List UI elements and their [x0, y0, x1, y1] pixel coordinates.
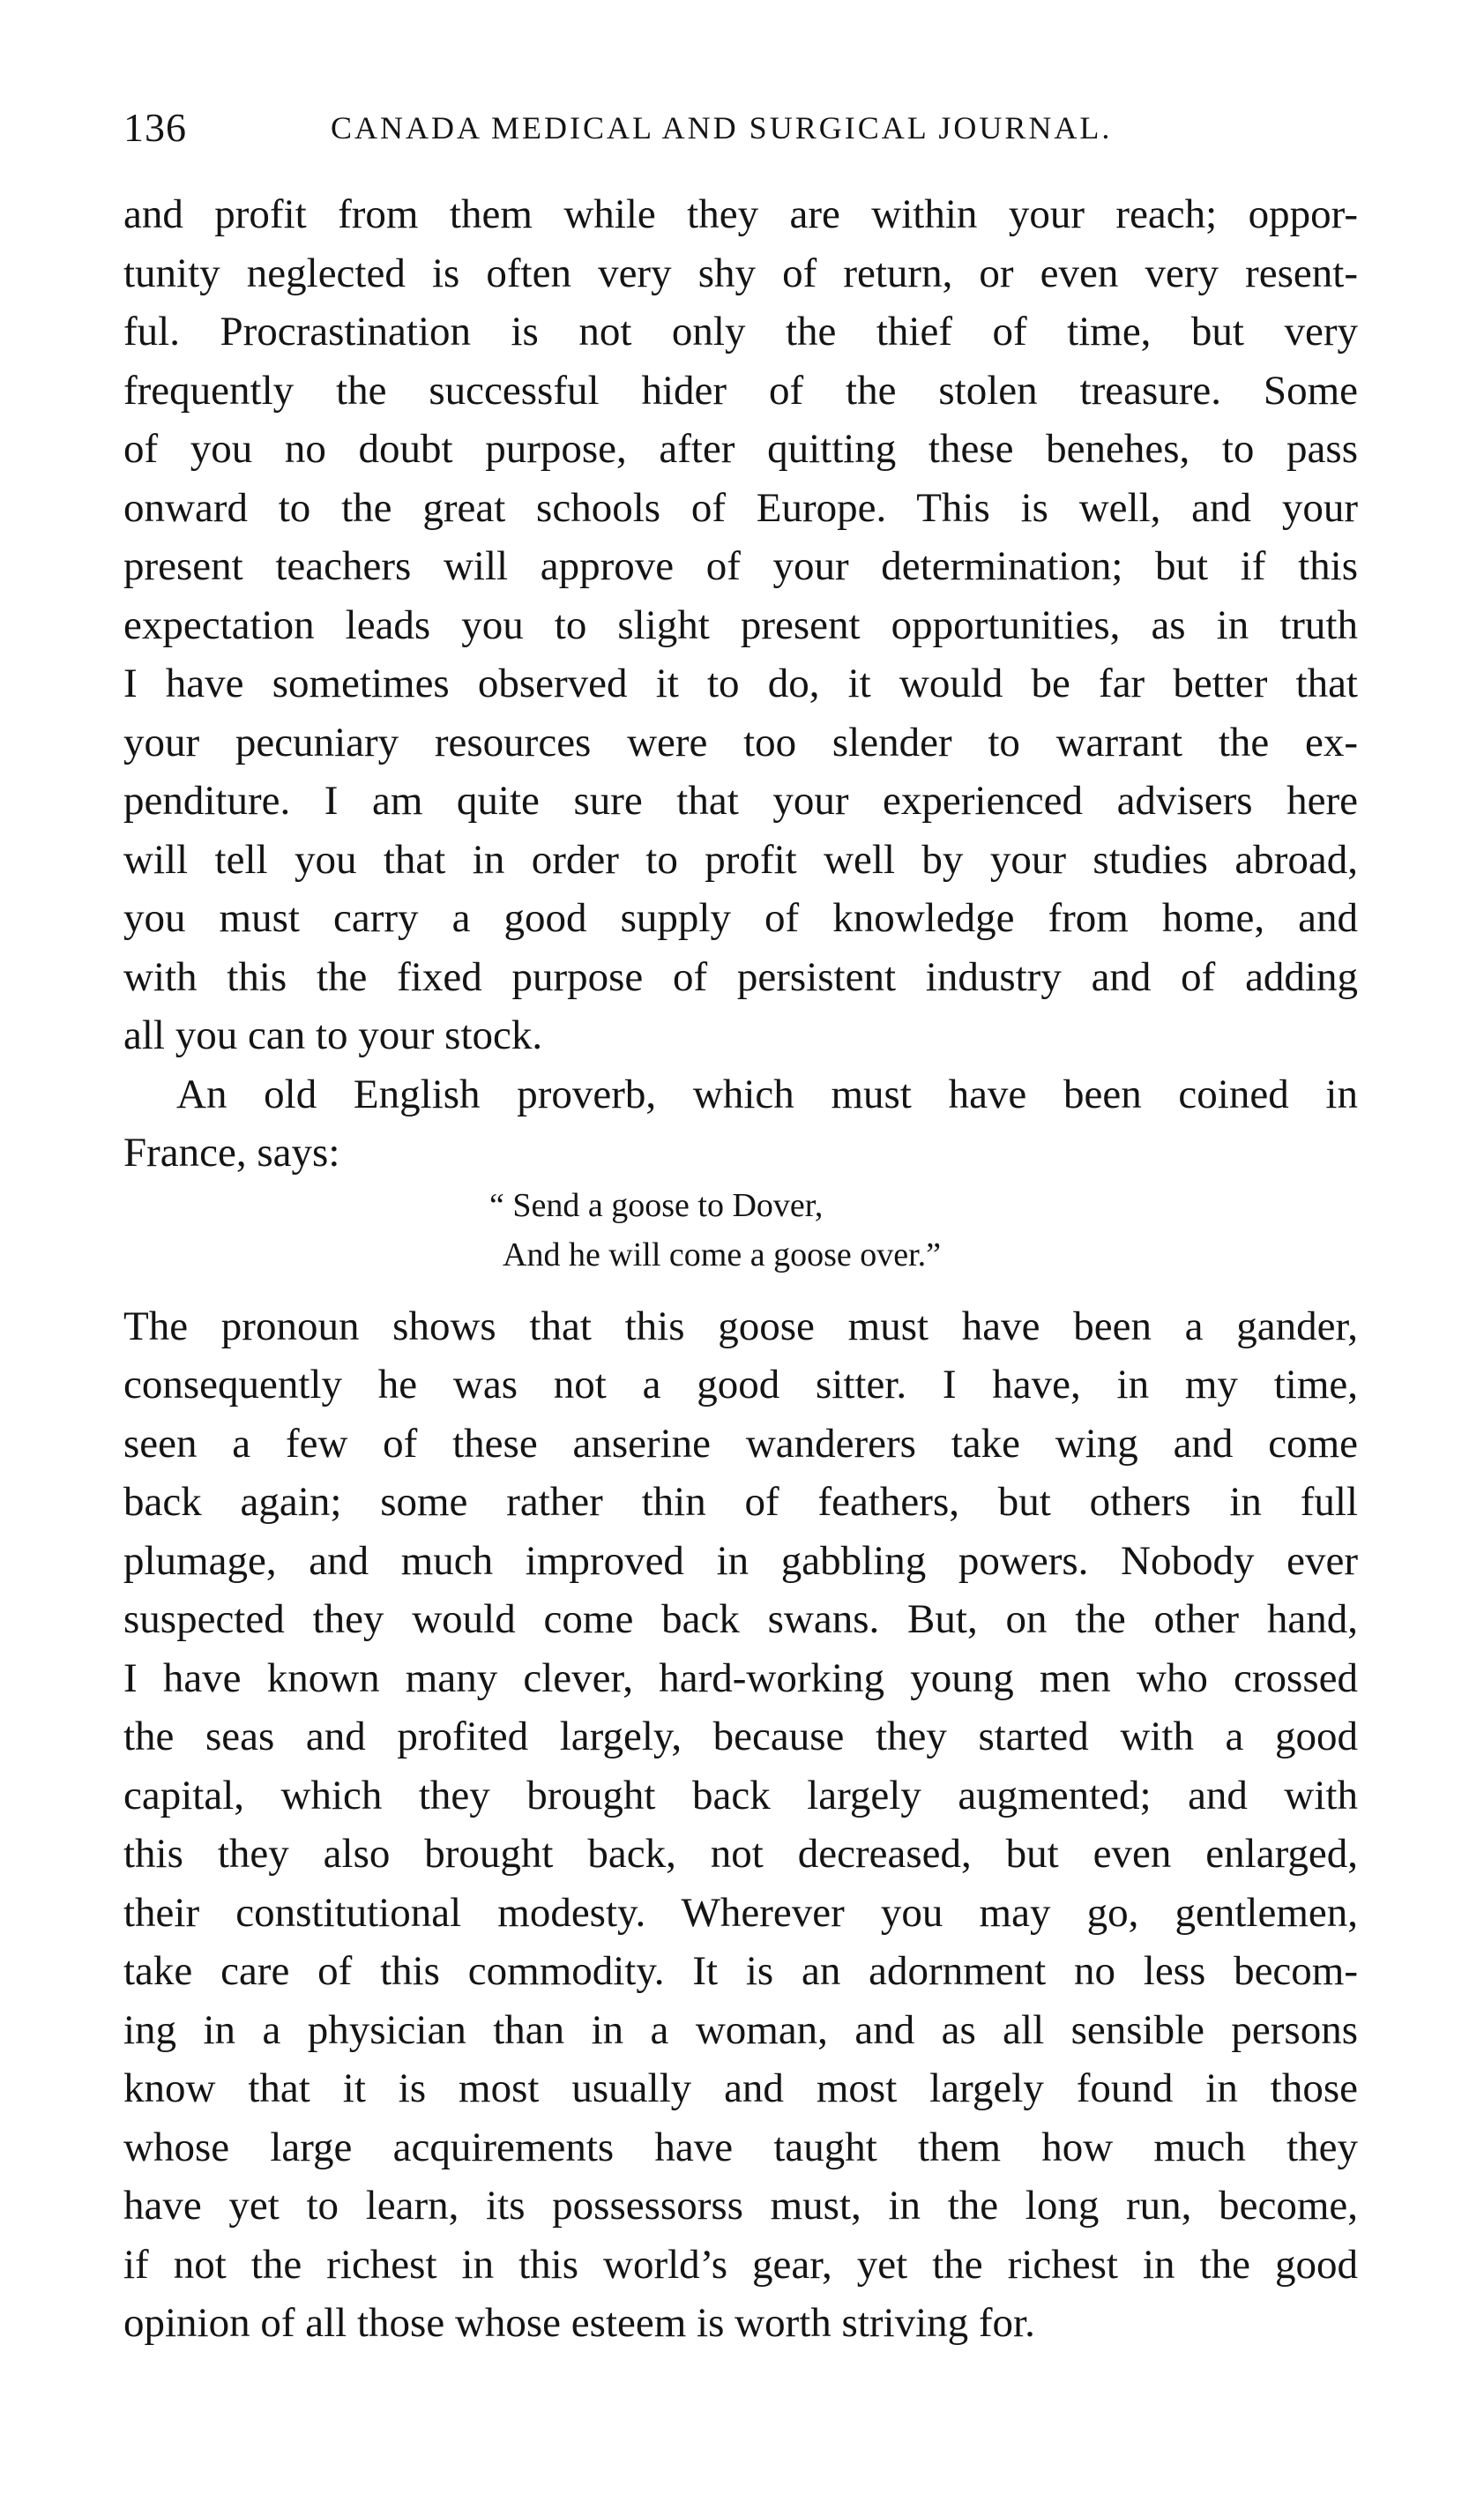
text-line: have yet to learn, its possessorss must, in the long run, become, — [123, 2183, 1358, 2229]
text-line: you must carry a good supply of knowledge from home, and — [123, 895, 1358, 941]
text-line: I have known many clever, hard-working young men who crossed — [123, 1654, 1358, 1701]
paragraph-2 — [123, 1065, 1358, 1183]
text-line: suspected they would come back swans. But, on the other hand, — [123, 1596, 1358, 1642]
text-line: the seas and profited largely, because they started with a good — [123, 1714, 1358, 1759]
text-line: ing in a physician than in a woman, and as all sensible persons — [123, 2006, 1358, 2053]
text-line: frequently the successful hider of the stolen treasure. Some — [123, 367, 1358, 414]
verse-line: And he will come a goose over.” — [503, 1236, 942, 1273]
text-line: will tell you that in order to profit well by your studies abroad, — [123, 836, 1358, 883]
text-line: penditure. I am quite sure that your experienced advisers here — [123, 778, 1358, 824]
text-line: whose large acquirements have taught them how much they — [123, 2124, 1358, 2170]
text-line: all you can to your stock. — [123, 1012, 543, 1058]
text-line: know that it is most usually and most largely found in those — [123, 2065, 1358, 2111]
text-line: France, says: — [123, 1130, 340, 1176]
text-line: with this the fixed purpose of persistent industry and of adding — [123, 953, 1358, 1000]
text-line: opinion of all those whose esteem is worth striving for. — [123, 2300, 1035, 2346]
text-line: tunity neglected is often very shy of return, or even very resent- — [123, 250, 1358, 296]
text-line: back again; some rather thin of feathers, but others in full — [123, 1479, 1358, 1525]
running-head — [123, 104, 1358, 157]
text-line: present teachers will approve of your determination; but if this — [123, 543, 1358, 589]
text-line: take care of this commodity. It is an adornment no less becom- — [123, 1948, 1358, 1994]
text-line: their constitutional modesty. Wherever you may go, gentlemen, — [123, 1889, 1358, 1936]
text-line: your pecuniary resources were too slender to warrant the ex- — [123, 719, 1358, 765]
text-line: onward to the great schools of Europe. This is well, and your — [123, 484, 1358, 531]
text-line: capital, which they brought back largely augmented; and with — [123, 1772, 1358, 1818]
text-line: ful. Procrastination is not only the thief of time, but very — [123, 309, 1358, 355]
text-line: An old English proverb, which must have been coined in — [176, 1071, 1358, 1117]
text-line: seen a few of these anserine wanderers take wing and come — [123, 1420, 1358, 1467]
paragraph-3 — [123, 1297, 1358, 2353]
text-line: expectation leads you to slight present opportunities, as in truth — [123, 601, 1358, 648]
verse-line: “ Send a goose to Dover, — [489, 1186, 824, 1224]
page-number: 136 — [123, 105, 187, 150]
text-line: consequently he was not a good sitter. I have, in my time, — [123, 1362, 1358, 1408]
body-text — [123, 185, 1358, 2353]
text-line: if not the richest in this world’s gear, yet the richest in the good — [123, 2241, 1358, 2288]
text-line: and profit from them while they are within your reach; oppor- — [123, 191, 1358, 237]
paragraph-1 — [123, 185, 1358, 1065]
text-line: I have sometimes observed it to do, it would be far better that — [123, 661, 1358, 706]
text-line: of you no doubt purpose, after quitting these benehes, to pass — [123, 426, 1358, 472]
text-line: The pronoun shows that this goose must have been a gander, — [123, 1303, 1358, 1349]
text-line: plumage, and much improved in gabbling powers. Nobody ever — [123, 1537, 1358, 1584]
journal-title: CANADA MEDICAL AND SURGICAL JOURNAL. — [331, 110, 1113, 146]
text-line: this they also brought back, not decreased, but even enlarged, — [123, 1831, 1358, 1877]
proverb-verse — [123, 1183, 1358, 1297]
